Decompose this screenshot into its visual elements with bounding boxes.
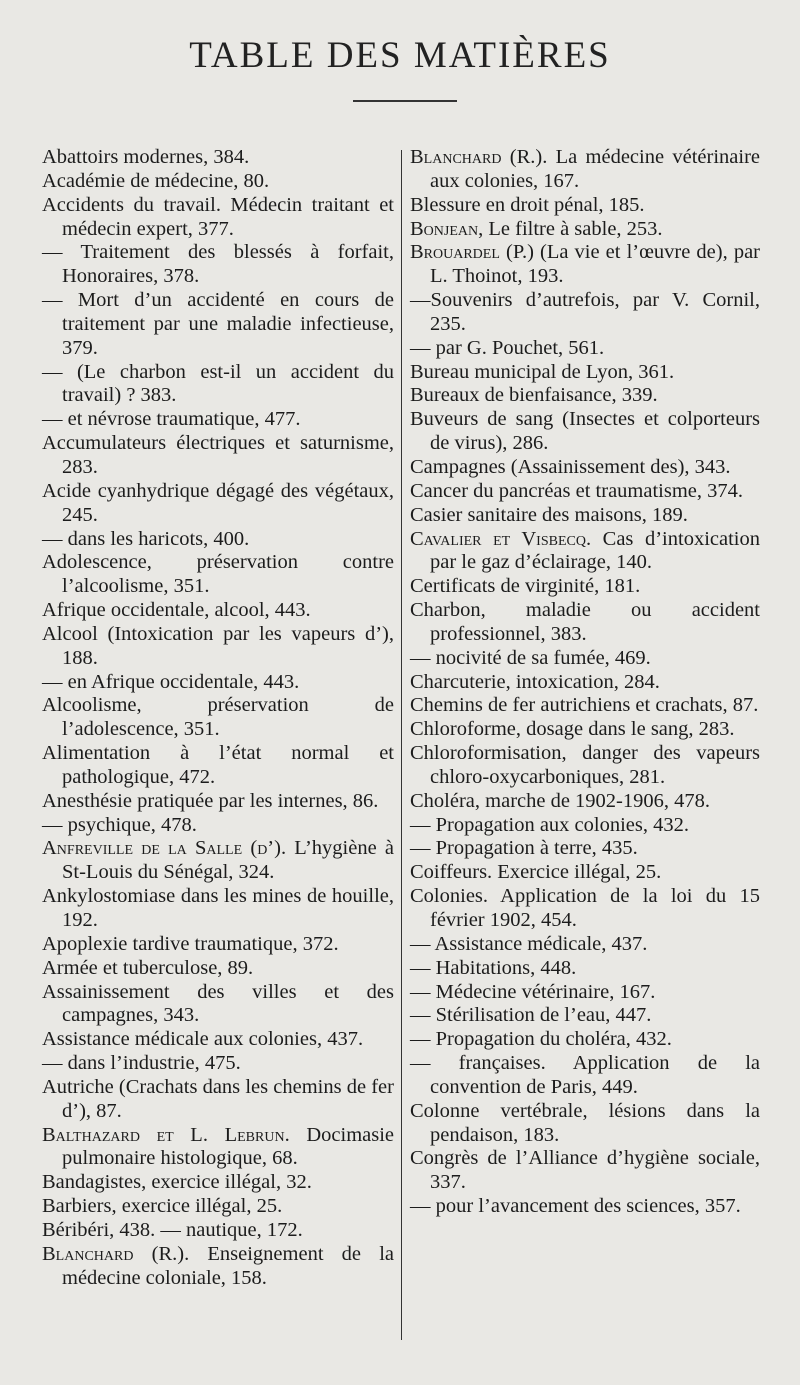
column-divider [401, 150, 402, 1340]
entry-text: Chloroformisation, danger des vapeurs chloro-oxycarboniques, 281. [410, 742, 760, 788]
index-entry [410, 146, 760, 194]
index-entry [42, 742, 394, 790]
entry-text: Charbon, maladie ou accident professionnel, 383. [410, 599, 760, 645]
index-entry [42, 957, 394, 981]
left-column [42, 146, 394, 1291]
index-entry [410, 218, 760, 242]
author-name: Brouardel (P.) [410, 241, 534, 264]
entry-text: — pour l’avancement des sciences, 357. [410, 1195, 741, 1218]
entry-text: — Médecine vétérinaire, 167. [410, 980, 656, 1003]
index-entry [42, 551, 394, 599]
entry-text: Coiffeurs. Exercice illégal, 25. [410, 861, 662, 884]
entry-text: Blessure en droit pénal, 185. [410, 193, 645, 216]
index-entry [42, 408, 394, 432]
index-entry [410, 289, 760, 337]
index-entry [410, 647, 760, 671]
index-entry [42, 599, 394, 623]
index-entry [42, 1028, 394, 1052]
index-entry [42, 981, 394, 1029]
index-entry [42, 1076, 394, 1124]
index-entry [410, 408, 760, 456]
entry-text: Accumulateurs électriques et saturnisme, 283. [42, 432, 394, 478]
right-column [410, 146, 760, 1219]
index-entry [42, 146, 394, 170]
entry-text: Abattoirs modernes, 384. [42, 146, 250, 168]
index-entry [42, 837, 394, 885]
index-entry [410, 456, 760, 480]
entry-text: — Assistance médicale, 437. [410, 932, 648, 955]
index-entry [410, 480, 760, 504]
entry-text: Apoplexie tardive traumatique, 372. [42, 932, 339, 955]
index-entry [410, 814, 760, 838]
index-entry [410, 599, 760, 647]
entry-text: — et névrose traumatique, 477. [42, 408, 301, 431]
entry-text: Chemins de fer autrichiens et crachats, 87. [410, 694, 759, 717]
index-entry [42, 528, 394, 552]
entry-text: Bureau municipal de Lyon, 361. [410, 360, 675, 383]
index-entry [410, 384, 760, 408]
entry-text: Alimentation à l’état normal et pathologique, 472. [42, 742, 394, 788]
entry-text: —Souvenirs d’autrefois, par V. Cornil, 235. [410, 289, 760, 335]
entry-text: Barbiers, exercice illégal, 25. [42, 1195, 283, 1218]
entry-text: Académie de médecine, 80. [42, 169, 270, 192]
index-entry [410, 575, 760, 599]
index-entry [410, 1147, 760, 1195]
entry-text: Armée et tuberculose, 89. [42, 956, 254, 979]
index-entry [410, 790, 760, 814]
index-entry [42, 1195, 394, 1219]
index-entry [410, 671, 760, 695]
entry-text: (La vie et l’œuvre de), par L. Thoinot, 193. [430, 241, 760, 288]
index-entry [42, 1124, 394, 1172]
index-entry [410, 861, 760, 885]
index-entry [410, 337, 760, 361]
entry-text: — psychique, 478. [42, 813, 197, 836]
index-entry [410, 1028, 760, 1052]
index-entry [410, 361, 760, 385]
author-name: Cavalier et Visbecq. [410, 527, 592, 550]
index-entry [410, 1052, 760, 1100]
author-name: Anfreville de la Salle (d’). [42, 837, 287, 860]
entry-text: Chloroforme, dosage dans le sang, 283. [410, 718, 735, 741]
entry-text: L’hygiène à St-Louis du Sénégal, 324. [62, 837, 394, 884]
entry-text: Bandagistes, exercice illégal, 32. [42, 1171, 312, 1194]
entry-text: Enseignement de la médecine coloniale, 158. [62, 1242, 394, 1289]
index-entry [42, 790, 394, 814]
index-entry [42, 361, 394, 409]
entry-text: Charcuterie, intoxication, 284. [410, 670, 660, 693]
index-entry [42, 1243, 394, 1291]
index-entry [410, 528, 760, 576]
entry-text: Acide cyanhydrique dégagé des végétaux, 245. [42, 479, 394, 526]
index-entry [42, 885, 394, 933]
entry-text: Alcool (Intoxication par les vapeurs d’), 188. [42, 622, 394, 669]
index-entry [42, 480, 394, 528]
index-entry [42, 814, 394, 838]
entry-text: — dans l’industrie, 475. [42, 1052, 241, 1075]
entry-text: La médecine vétérinaire aux colonies, 167. [430, 146, 761, 192]
index-entry [410, 241, 760, 289]
page-title: TABLE DES MATIÈRES [189, 35, 611, 76]
entry-text: — (Le charbon est-il un accident du travail) ? 383. [42, 360, 394, 407]
index-entry [410, 957, 760, 981]
entry-text: — nocivité de sa fumée, 469. [410, 646, 651, 669]
entry-text: Assistance médicale aux colonies, 437. [42, 1028, 364, 1051]
index-entry [42, 1171, 394, 1195]
entry-text: Accidents du travail. Médecin traitant et médecin expert, 377. [42, 193, 394, 240]
entry-text: — par G. Pouchet, 561. [410, 336, 605, 359]
index-entry [42, 1052, 394, 1076]
index-entry [410, 504, 760, 528]
index-entry [410, 742, 760, 790]
entry-text: Cas d’intoxication par le gaz d’éclairage, 140. [430, 527, 760, 574]
index-entry [410, 694, 760, 718]
entry-text: Docimasie pulmonaire histologique, 68. [62, 1123, 395, 1170]
entry-text: — Habitations, 448. [410, 956, 577, 979]
entry-text: — en Afrique occidentale, 443. [42, 670, 300, 693]
entry-text: Congrès de l’Alliance d’hygiène sociale, 337. [410, 1147, 760, 1194]
entry-text: Bureaux de bienfaisance, 339. [410, 384, 658, 407]
index-entry [42, 623, 394, 671]
entry-text: Adolescence, préservation contre l’alcoolisme, 351. [42, 551, 394, 598]
entry-text: Assainissement des villes et des campagnes, 343. [42, 980, 394, 1027]
entry-text: Afrique occidentale, alcool, 443. [42, 599, 311, 622]
index-entry [42, 933, 394, 957]
index-entry [410, 1004, 760, 1028]
index-entry [410, 981, 760, 1005]
entry-text: Alcoolisme, préservation de l’adolescence, 351. [42, 694, 394, 741]
index-entry [42, 671, 394, 695]
entry-text: Choléra, marche de 1902-1906, 478. [410, 789, 711, 812]
entry-text: — Propagation à terre, 435. [410, 837, 638, 860]
entry-text: — Propagation aux colonies, 432. [410, 813, 689, 836]
author-name: Blanchard (R.). [42, 1242, 190, 1265]
index-entry [410, 718, 760, 742]
index-entry [410, 1195, 760, 1219]
entry-text: Colonies. Application de la loi du 15 février 1902, 454. [410, 885, 760, 931]
entry-text: Ankylostomiase dans les mines de houille, 192. [42, 885, 394, 931]
author-name: Balthazard et L. Lebrun. [42, 1123, 290, 1146]
entry-text: Colonne vertébrale, lésions dans la pendaison, 183. [410, 1099, 760, 1146]
entry-text: — Mort d’un accidenté en cours de traitement par une maladie infectieuse, 379. [42, 289, 394, 359]
index-entry [410, 1100, 760, 1148]
index-entry [42, 170, 394, 194]
index-entry [410, 194, 760, 218]
entry-text: Casier sanitaire des maisons, 189. [410, 503, 688, 526]
index-entry [42, 289, 394, 361]
entry-text: Autriche (Crachats dans les chemins de fer d’), 87. [42, 1075, 394, 1122]
entry-text: Le filtre à sable, 253. [483, 217, 663, 240]
author-name: Bonjean, [410, 217, 484, 240]
index-entry [42, 194, 394, 242]
index-entry [410, 837, 760, 861]
entry-text: — Stérilisation de l’eau, 447. [410, 1004, 652, 1027]
entry-text: — Traitement des blessés à forfait, Honoraires, 378. [42, 241, 394, 288]
index-entry [42, 241, 394, 289]
entry-text: Béribéri, 438. — nautique, 172. [42, 1218, 303, 1241]
entry-text: — Propagation du choléra, 432. [410, 1028, 672, 1051]
index-entry [410, 885, 760, 933]
entry-text: Campagnes (Assainissement des), 343. [410, 455, 731, 478]
index-entry [42, 694, 394, 742]
entry-text: Buveurs de sang (Insectes et colporteurs de virus), 286. [410, 408, 760, 455]
title-rule [353, 100, 457, 102]
entry-text: — françaises. Application de la convention de Paris, 449. [410, 1052, 760, 1098]
index-entry [410, 933, 760, 957]
index-entry [42, 432, 394, 480]
entry-text: Anesthésie pratiquée par les internes, 86. [42, 789, 379, 812]
entry-text: Cancer du pancréas et traumatisme, 374. [410, 479, 743, 502]
entry-text: Certificats de virginité, 181. [410, 575, 641, 598]
author-name: Blanchard (R.). [410, 146, 548, 168]
entry-text: — dans les haricots, 400. [42, 527, 250, 550]
index-entry [42, 1219, 394, 1243]
